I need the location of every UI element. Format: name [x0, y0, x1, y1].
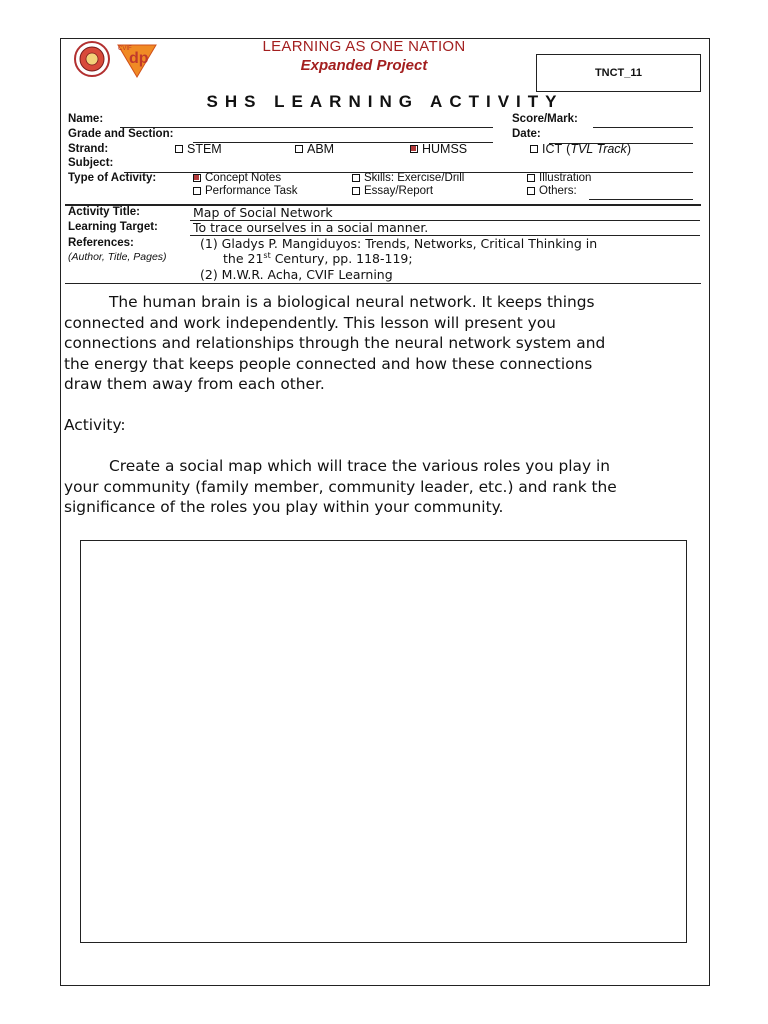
- strand-option-abm[interactable]: [295, 142, 334, 156]
- strand-option-ict[interactable]: ICT (TVL Track): [530, 142, 631, 156]
- reference-1-line-1: (1) Gladys P. Mangiduyos: Trends, Networks, Critical Thinking in: [200, 236, 598, 251]
- type-label-performance-task: Performance Task: [205, 185, 298, 197]
- strand-option-stem[interactable]: [175, 142, 222, 156]
- activity-title-label: Activity Title:: [68, 206, 140, 218]
- learning-target-label: Learning Target:: [68, 221, 158, 233]
- instruction-paragraph: [64, 456, 698, 518]
- strand-note-ict: TVL Track: [570, 142, 627, 156]
- type-option-performance-task[interactable]: [193, 185, 297, 197]
- reference-2: (2) M.W.R. Acha, CVIF Learning: [200, 267, 393, 282]
- project-title: Expanded Project: [300, 57, 428, 74]
- intro-line: connected and work independently. This lesson will present you: [64, 313, 556, 332]
- intro-line: draw them away from each other.: [64, 375, 325, 393]
- checkbox-icon[interactable]: [527, 187, 535, 195]
- date-label: Date:: [512, 128, 541, 140]
- worksheet-title: SHS LEARNING ACTIVITY: [206, 92, 564, 111]
- strand-option-humss[interactable]: [410, 142, 467, 156]
- intro-line: The human brain is a biological neural network. It keeps things: [109, 293, 595, 311]
- checkbox-icon[interactable]: [352, 174, 360, 182]
- checkbox-icon[interactable]: [295, 145, 303, 153]
- intro-line: connections and relationships through the neural network system and: [64, 334, 606, 352]
- type-label-essay: Essay/Report: [364, 185, 434, 197]
- subject-label: Subject:: [68, 157, 114, 169]
- reference-1-line-2: the 21st Century, pp. 118-119;: [223, 251, 413, 267]
- intro-paragraph: [64, 292, 698, 395]
- activity-type-label: Type of Activity:: [68, 172, 157, 184]
- checkbox-icon[interactable]: [527, 174, 535, 182]
- checkbox-icon[interactable]: [530, 145, 538, 153]
- score-field[interactable]: [593, 127, 693, 128]
- type-label-skills: Skills: Exercise/Drill: [364, 172, 465, 184]
- name-label: Name:: [68, 113, 104, 125]
- activity-title-value: Map of Social Network: [193, 205, 333, 220]
- instruction-line: significance of the roles you play within your community.: [64, 498, 504, 516]
- intro-line: the energy that keeps people connected and how these connections: [64, 354, 593, 373]
- dlp-logo: [116, 41, 158, 79]
- svg-text:CVIF: CVIF: [118, 46, 132, 52]
- section-divider: [65, 204, 701, 206]
- type-option-skills[interactable]: [352, 172, 464, 184]
- strand-label-stem: STEM: [187, 142, 222, 156]
- type-label-illustration: Illustration: [539, 172, 592, 184]
- references-label: References:: [68, 237, 134, 249]
- type-option-others[interactable]: [527, 185, 577, 197]
- activity-heading: Activity:: [64, 416, 126, 434]
- type-label-concept-notes: Concept Notes: [205, 172, 282, 184]
- grade-section-label: Grade and Section:: [68, 128, 174, 140]
- type-option-essay[interactable]: [352, 185, 433, 197]
- checkbox-icon[interactable]: [175, 145, 183, 153]
- type-label-others: Others:: [539, 185, 577, 197]
- instruction-line: Create a social map which will trace the various roles you play in: [109, 457, 610, 475]
- checked-checkbox-icon[interactable]: [410, 145, 418, 153]
- strand-label-humss: HUMSS: [422, 142, 468, 156]
- type-option-illustration[interactable]: [527, 172, 591, 184]
- checkbox-icon[interactable]: [193, 187, 201, 195]
- name-field[interactable]: [120, 127, 493, 128]
- checked-checkbox-icon[interactable]: [193, 174, 201, 182]
- social-map-answer-area[interactable]: [80, 540, 687, 943]
- svg-text:dp: dp: [129, 50, 149, 67]
- strand-label-abm: ABM: [307, 142, 335, 156]
- strand-label-ict: ICT: [542, 142, 563, 156]
- score-label: Score/Mark:: [512, 113, 578, 125]
- others-field[interactable]: [589, 199, 693, 200]
- course-code: TNCT_11: [594, 67, 643, 79]
- strand-label: Strand:: [68, 143, 109, 155]
- checkbox-icon[interactable]: [352, 187, 360, 195]
- school-seal-logo: [70, 41, 114, 77]
- organization-title: LEARNING AS ONE NATION: [262, 38, 466, 55]
- references-note: (Author, Title, Pages): [68, 251, 167, 263]
- instruction-line: your community (family member, community leader, etc.) and rank the: [64, 477, 617, 496]
- type-option-concept-notes[interactable]: [193, 172, 281, 184]
- header-bottom-rule: [65, 283, 701, 284]
- learning-target-value: To trace ourselves in a social manner.: [193, 220, 429, 235]
- course-code-box: [536, 54, 701, 92]
